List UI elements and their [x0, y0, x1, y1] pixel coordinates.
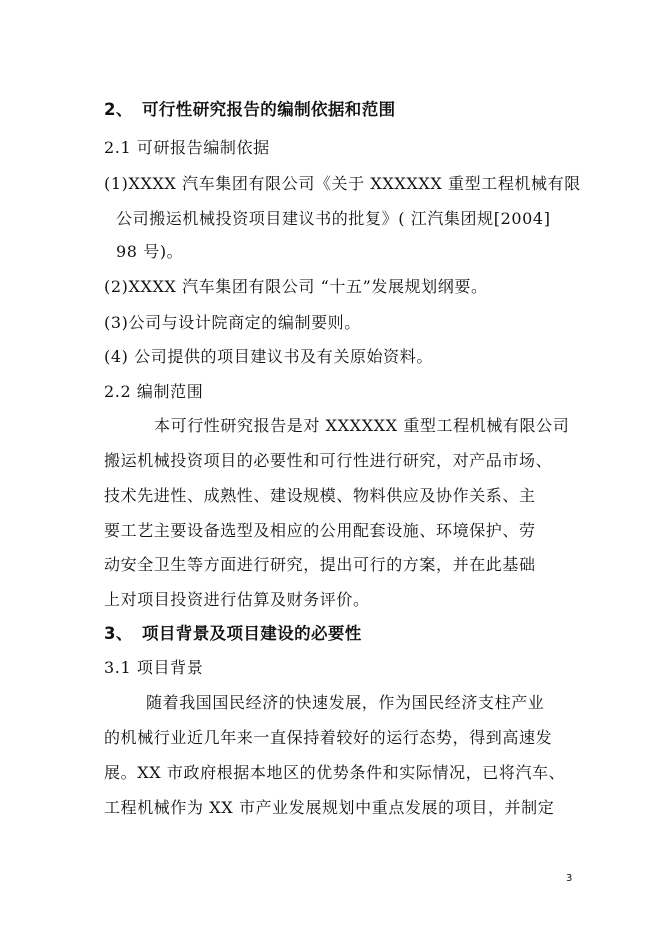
background-paragraph-line-3: 展。XX 市政府根据本地区的优势条件和实际情况，已将汽车、	[104, 763, 566, 782]
section-3-number: 3、	[104, 624, 133, 643]
background-paragraph-line-1: 随着我国国民经济的快速发展，作为国民经济支柱产业	[146, 693, 545, 712]
subsection-2-1-title: 2.1 可研报告编制依据	[104, 138, 270, 157]
scope-paragraph-line-4: 要工艺主要设备选型及相应的公用配套设施、环境保护、劳	[104, 521, 536, 540]
scope-paragraph-line-2: 搬运机械投资项目的必要性和可行性进行研究，对产品市场、	[104, 451, 553, 470]
basis-item-3: (3)公司与设计院商定的编制要则。	[104, 313, 361, 332]
subsection-2-2-title: 2.2 编制范围	[104, 382, 204, 401]
basis-item-1-line-3: 98 号)。	[116, 242, 184, 261]
page-number: 3	[566, 873, 573, 884]
section-2-title: 可行性研究报告的编制依据和范围	[142, 100, 396, 119]
basis-item-2: (2)XXXX 汽车集团有限公司 “十五”发展规划纲要。	[104, 277, 488, 296]
background-paragraph-line-4: 工程机械作为 XX 市产业发展规划中重点发展的项目，并制定	[104, 798, 555, 817]
section-3-title: 项目背景及项目建设的必要性	[142, 624, 362, 643]
section-3-heading	[104, 624, 362, 644]
basis-item-1-line-2: 公司搬运机械投资项目建议书的批复》( 江汽集团规[2004]	[116, 209, 551, 228]
scope-paragraph-line-6: 上对项目投资进行估算及财务评价。	[104, 590, 370, 609]
basis-item-4: (4) 公司提供的项目建议书及有关原始资料。	[104, 347, 433, 366]
background-paragraph-line-2: 的机械行业近几年来一直保持着较好的运行态势，得到高速发	[104, 728, 553, 747]
section-2-number: 2、	[104, 100, 133, 119]
basis-item-1-line-1: (1)XXXX 汽车集团有限公司《关于 XXXXXX 重型工程机械有限	[104, 174, 581, 193]
section-2-heading	[104, 100, 396, 120]
scope-paragraph-line-3: 技术先进性、成熟性、建设规模、物料供应及协作关系、主	[104, 486, 536, 505]
scope-paragraph-line-5: 动安全卫生等方面进行研究，提出可行的方案，并在此基础	[104, 555, 536, 574]
scope-paragraph-line-1: 本可行性研究报告是对 XXXXXX 重型工程机械有限公司	[154, 416, 570, 435]
subsection-3-1-title: 3.1 项目背景	[104, 658, 204, 677]
